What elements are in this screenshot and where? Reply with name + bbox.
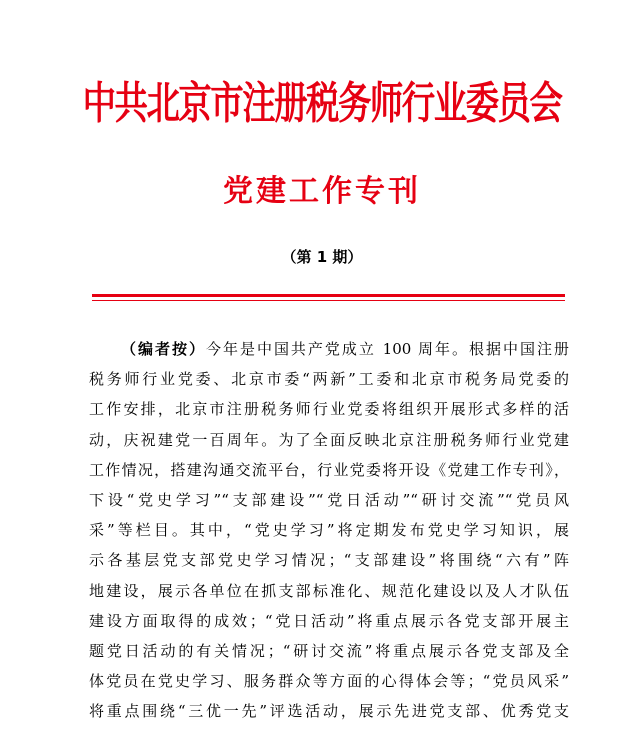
organization-name: 中共北京市注册税务师行业委员会 [82,78,562,129]
editor-note-line: 税务师行业党委、北京市委“两新”工委和北京市税务局党委的 [89,370,569,389]
editor-note-line: 题党日活动的有关情况；“研讨交流”将重点展示各党支部及全 [89,641,569,660]
editor-note-line-text: 今年是中国共产党成立 100 周年。根据中国注册 [205,340,569,358]
editor-note-line: 下设“党史学习”“支部建设”“党日活动”“研讨交流”“党员风 [89,490,569,509]
editor-note-line: 示各基层党支部党史学习情况；“支部建设”将围绕“六有”阵 [89,551,569,570]
editor-note-line: 采”等栏目。其中，“党史学习”将定期发布党史学习知识，展 [89,521,569,540]
editor-note-line: 地建设，展示各单位在抓支部标准化、规范化建设以及人才队伍 [89,581,569,600]
editor-note [89,334,569,726]
editor-note-line: 体党员在党史学习、服务群众等方面的心得体会等；“党员风采” [89,672,569,691]
editor-note-line: 建设方面取得的成效；“党日活动”将重点展示各党支部开展主 [89,611,569,630]
editor-note-line: 动，庆祝建党一百周年。为了全面反映北京注册税务师行业党建 [89,430,569,449]
issue-number: （第 1 期） [281,248,363,266]
editor-note-label: （编者按） [121,340,206,358]
masthead-title [0,76,644,132]
editor-note-line: 将重点围绕“三优一先”评选活动，展示先进党支部、优秀党支 [89,702,569,721]
red-divider-thick [92,294,565,297]
editor-note-line [89,334,569,364]
red-divider-thin [92,300,565,301]
publication-title: 党建工作专刊 [223,174,421,209]
editor-note-line: 工作安排，北京市注册税务师行业党委将组织开展形式多样的活 [89,400,569,419]
editor-note-line: 工作情况，搭建沟通交流平台，行业党委将开设《党建工作专刊》， [89,460,569,479]
